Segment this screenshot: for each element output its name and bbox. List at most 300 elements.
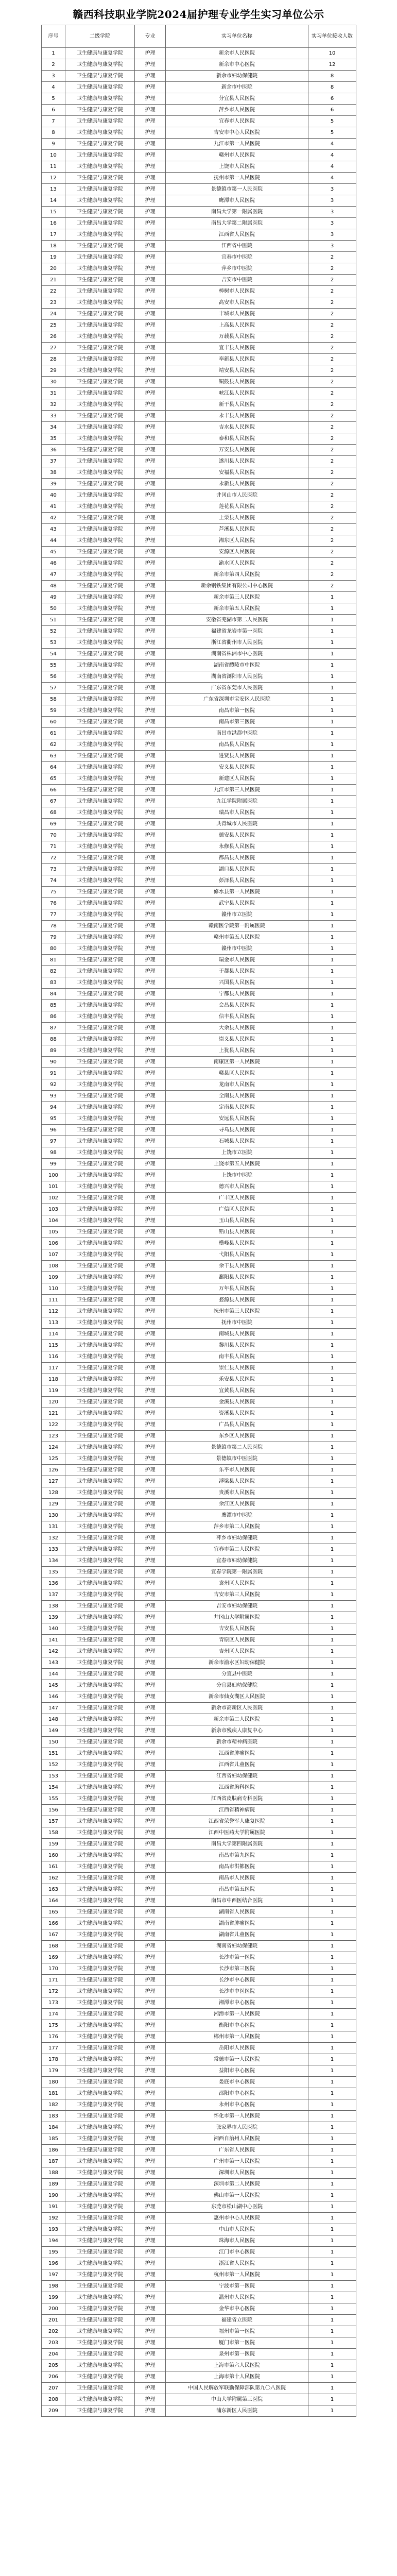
table-row: [42, 1476, 356, 1487]
row-unit: 深圳市第二人民医院: [166, 2179, 308, 2190]
row-count: 1: [308, 1023, 356, 1034]
row-major: 护理: [135, 501, 166, 513]
row-unit: 青原区人民医院: [166, 1635, 308, 1646]
row-count: 1: [308, 1510, 356, 1521]
table-row: [42, 479, 356, 490]
row-college: 卫生健康与康复学院: [65, 1873, 135, 1884]
row-major: 护理: [135, 1941, 166, 1952]
table-row: [42, 2326, 356, 2337]
row-major: 护理: [135, 1000, 166, 1011]
row-college: 卫生健康与康复学院: [65, 1691, 135, 1703]
row-index: 136: [42, 1578, 65, 1589]
row-major: 护理: [135, 535, 166, 547]
row-college: 卫生健康与康复学院: [65, 331, 135, 343]
row-major: 护理: [135, 2394, 166, 2405]
row-unit: 金华市中心医院: [166, 2303, 308, 2315]
row-count: 1: [308, 2383, 356, 2394]
row-count: 1: [308, 875, 356, 887]
row-unit: 万年县人民医院: [166, 1283, 308, 1295]
row-major: 护理: [135, 105, 166, 116]
row-count: 1: [308, 1952, 356, 1963]
row-college: 卫生健康与康复学院: [65, 1759, 135, 1771]
row-college: 卫生健康与康复学院: [65, 365, 135, 377]
row-major: 护理: [135, 2258, 166, 2269]
row-count: 6: [308, 105, 356, 116]
row-count: 1: [308, 615, 356, 626]
row-unit: 宜黄县人民医院: [166, 1385, 308, 1397]
row-count: 2: [308, 445, 356, 456]
row-count: 1: [308, 649, 356, 660]
table-row: [42, 615, 356, 626]
row-major: 护理: [135, 479, 166, 490]
table-row: [42, 2281, 356, 2292]
table-row: [42, 1306, 356, 1317]
row-major: 护理: [135, 59, 166, 71]
row-index: 134: [42, 1555, 65, 1567]
table-row: [42, 1646, 356, 1657]
row-unit: 新余市渝水区妇幼保健院: [166, 1657, 308, 1669]
table-row: [42, 218, 356, 229]
row-college: 卫生健康与康复学院: [65, 1748, 135, 1759]
row-college: 卫生健康与康复学院: [65, 592, 135, 603]
row-unit: 广东省东莞市人民医院: [166, 683, 308, 694]
row-unit: 九江市第三人民医院: [166, 785, 308, 796]
row-major: 护理: [135, 2111, 166, 2122]
row-unit: 广信区人民医院: [166, 1204, 308, 1215]
row-unit: 中山大学附属第三医院: [166, 2394, 308, 2405]
row-unit: 樟树市人民医院: [166, 286, 308, 297]
row-unit: 益阳市中心医院: [166, 2065, 308, 2077]
row-index: 131: [42, 1521, 65, 1533]
table-row: [42, 558, 356, 569]
table-row: [42, 2394, 356, 2405]
row-college: 卫生健康与康复学院: [65, 615, 135, 626]
row-index: 176: [42, 2031, 65, 2043]
row-count: 5: [308, 127, 356, 139]
row-college: 卫生健康与康复学院: [65, 2201, 135, 2213]
row-college: 卫生健康与康复学院: [65, 898, 135, 909]
row-count: 1: [308, 1748, 356, 1759]
row-college: 卫生健康与康复学院: [65, 1521, 135, 1533]
table-row: [42, 263, 356, 275]
row-index: 169: [42, 1952, 65, 1963]
row-count: 1: [308, 1329, 356, 1340]
row-index: 182: [42, 2099, 65, 2111]
row-unit: 上饶市中医院: [166, 1170, 308, 1181]
row-college: 卫生健康与康复学院: [65, 2371, 135, 2383]
row-unit: 福建省龙岩市第一医院: [166, 626, 308, 637]
row-index: 202: [42, 2326, 65, 2337]
table-row: [42, 1295, 356, 1306]
row-index: 4: [42, 82, 65, 93]
row-count: 1: [308, 853, 356, 864]
row-major: 护理: [135, 309, 166, 320]
row-major: 护理: [135, 1589, 166, 1601]
table-row: [42, 1238, 356, 1249]
row-index: 72: [42, 853, 65, 864]
row-index: 63: [42, 751, 65, 762]
table-row: [42, 717, 356, 728]
row-college: 卫生健康与康复学院: [65, 1215, 135, 1227]
row-count: 1: [308, 2337, 356, 2349]
table-row: [42, 1374, 356, 1385]
row-college: 卫生健康与康复学院: [65, 751, 135, 762]
row-index: 37: [42, 456, 65, 467]
row-index: 145: [42, 1680, 65, 1691]
row-index: 146: [42, 1691, 65, 1703]
row-major: 护理: [135, 637, 166, 649]
row-major: 护理: [135, 739, 166, 751]
row-major: 护理: [135, 1181, 166, 1193]
table-row: [42, 207, 356, 218]
row-college: 卫生健康与康复学院: [65, 1351, 135, 1363]
table-row: [42, 467, 356, 479]
row-unit: 上饶市人民医院: [166, 161, 308, 173]
row-count: 1: [308, 2156, 356, 2167]
row-index: 116: [42, 1351, 65, 1363]
table-row: [42, 2167, 356, 2179]
row-major: 护理: [135, 1714, 166, 1725]
row-unit: 南昌市第三医院: [166, 717, 308, 728]
row-major: 护理: [135, 853, 166, 864]
row-count: 1: [308, 2349, 356, 2360]
row-index: 138: [42, 1601, 65, 1612]
row-college: 卫生健康与康复学院: [65, 728, 135, 739]
row-college: 卫生健康与康复学院: [65, 569, 135, 581]
row-index: 194: [42, 2235, 65, 2247]
table-row: [42, 1045, 356, 1057]
row-unit: 新余市人民医院: [166, 48, 308, 59]
row-college: 卫生健康与康复学院: [65, 1181, 135, 1193]
row-unit: 抚州市中医院: [166, 1317, 308, 1329]
row-college: 卫生健康与康复学院: [65, 671, 135, 683]
row-major: 护理: [135, 717, 166, 728]
table-row: [42, 1147, 356, 1159]
row-college: 卫生健康与康复学院: [65, 456, 135, 467]
row-unit: 抚州市第一人民医院: [166, 173, 308, 184]
row-college: 卫生健康与康复学院: [65, 909, 135, 921]
row-major: 护理: [135, 399, 166, 411]
row-count: 1: [308, 603, 356, 615]
table-row: [42, 161, 356, 173]
table-row: [42, 1623, 356, 1635]
row-index: 209: [42, 2405, 65, 2417]
row-unit: 南昌县人民医院: [166, 739, 308, 751]
row-count: 2: [308, 331, 356, 343]
row-index: 88: [42, 1034, 65, 1045]
row-index: 164: [42, 1895, 65, 1907]
header-unit: 实习单位名称: [166, 25, 308, 48]
table-row: [42, 343, 356, 354]
row-college: 卫生健康与康复学院: [65, 229, 135, 241]
row-unit: 共青城市人民医院: [166, 819, 308, 830]
table-row: [42, 1057, 356, 1068]
row-college: 卫生健康与康复学院: [65, 1295, 135, 1306]
row-index: 101: [42, 1181, 65, 1193]
row-count: 1: [308, 898, 356, 909]
row-count: 1: [308, 1306, 356, 1317]
row-count: 2: [308, 411, 356, 422]
row-index: 54: [42, 649, 65, 660]
row-index: 90: [42, 1057, 65, 1068]
row-unit: 吉安市中心人民医院: [166, 127, 308, 139]
table-row: [42, 411, 356, 422]
row-unit: 南昌市第五医院: [166, 1884, 308, 1895]
row-count: 1: [308, 1567, 356, 1578]
row-college: 卫生健康与康复学院: [65, 445, 135, 456]
table-row: [42, 2371, 356, 2383]
row-college: 卫生健康与康复学院: [65, 1079, 135, 1091]
row-unit: 长沙市第一医院: [166, 1952, 308, 1963]
row-index: 120: [42, 1397, 65, 1408]
row-college: 卫生健康与康复学院: [65, 1159, 135, 1170]
row-unit: 浮梁县人民医院: [166, 1476, 308, 1487]
row-unit: 永丰县人民医院: [166, 411, 308, 422]
row-college: 卫生健康与康复学院: [65, 932, 135, 943]
table-row: [42, 1827, 356, 1839]
row-major: 护理: [135, 218, 166, 229]
row-count: 1: [308, 1419, 356, 1431]
row-unit: 湖南省肿瘤医院: [166, 1918, 308, 1929]
row-college: 卫生健康与康复学院: [65, 1034, 135, 1045]
row-major: 护理: [135, 275, 166, 286]
table-row: [42, 1589, 356, 1601]
row-college: 卫生健康与康复学院: [65, 1000, 135, 1011]
row-unit: 铅山县人民医院: [166, 1227, 308, 1238]
table-row: [42, 173, 356, 184]
row-index: 76: [42, 898, 65, 909]
row-count: 1: [308, 1215, 356, 1227]
row-major: 护理: [135, 1283, 166, 1295]
row-unit: 景德镇市第一人民医院: [166, 184, 308, 195]
row-count: 1: [308, 1907, 356, 1918]
row-count: 1: [308, 841, 356, 853]
row-major: 护理: [135, 1895, 166, 1907]
row-college: 卫生健康与康复学院: [65, 1657, 135, 1669]
row-count: 1: [308, 1136, 356, 1147]
table-row: [42, 2179, 356, 2190]
row-index: 45: [42, 547, 65, 558]
row-unit: 吉安县人民医院: [166, 1623, 308, 1635]
row-unit: 新余市第二人民医院: [166, 1714, 308, 1725]
row-unit: 高安市人民医院: [166, 297, 308, 309]
row-index: 163: [42, 1884, 65, 1895]
table-row: [42, 1975, 356, 1986]
row-count: 1: [308, 1465, 356, 1476]
row-unit: 张家界市人民医院: [166, 2122, 308, 2133]
row-count: 1: [308, 785, 356, 796]
row-unit: 新余市精神病医院: [166, 1737, 308, 1748]
row-major: 护理: [135, 524, 166, 535]
table-row: [42, 671, 356, 683]
row-college: 卫生健康与康复学院: [65, 2235, 135, 2247]
row-index: 44: [42, 535, 65, 547]
row-index: 89: [42, 1045, 65, 1057]
row-unit: 江西省肿瘤医院: [166, 1748, 308, 1759]
row-unit: 南昌市第一医院: [166, 705, 308, 717]
row-unit: 上栗县人民医院: [166, 513, 308, 524]
row-count: 1: [308, 1941, 356, 1952]
table-row: [42, 241, 356, 252]
row-index: 66: [42, 785, 65, 796]
row-index: 186: [42, 2145, 65, 2156]
row-college: 卫生健康与康复学院: [65, 2281, 135, 2292]
row-unit: 新余市仙女湖区人民医院: [166, 1691, 308, 1703]
table-row: [42, 1011, 356, 1023]
row-index: 195: [42, 2247, 65, 2258]
table-row: [42, 82, 356, 93]
row-index: 51: [42, 615, 65, 626]
table-row: [42, 195, 356, 207]
row-index: 43: [42, 524, 65, 535]
table-row: [42, 683, 356, 694]
row-count: 2: [308, 365, 356, 377]
row-index: 7: [42, 116, 65, 127]
row-major: 护理: [135, 1691, 166, 1703]
row-unit: 南昌市中西医结合医院: [166, 1895, 308, 1907]
row-unit: 赣州市人民医院: [166, 150, 308, 161]
row-count: 2: [308, 422, 356, 433]
row-unit: 抚州市第三人民医院: [166, 1306, 308, 1317]
table-row: [42, 2020, 356, 2031]
table-row: [42, 2303, 356, 2315]
row-college: 卫生健康与康复学院: [65, 773, 135, 785]
row-index: 117: [42, 1363, 65, 1374]
row-unit: 上犹县人民医院: [166, 1045, 308, 1057]
row-major: 护理: [135, 1476, 166, 1487]
row-count: 2: [308, 263, 356, 275]
row-index: 201: [42, 2315, 65, 2326]
row-unit: 长沙市中心医院: [166, 1975, 308, 1986]
row-college: 卫生健康与康复学院: [65, 207, 135, 218]
row-index: 149: [42, 1725, 65, 1737]
table-row: [42, 139, 356, 150]
row-college: 卫生健康与康复学院: [65, 513, 135, 524]
row-unit: 岳阳市人民医院: [166, 2043, 308, 2054]
row-count: 1: [308, 1669, 356, 1680]
row-unit: 宜春市第二人民医院: [166, 1544, 308, 1555]
row-index: 42: [42, 513, 65, 524]
table-row: [42, 660, 356, 671]
row-unit: 金溪县人民医院: [166, 1397, 308, 1408]
row-count: 1: [308, 2031, 356, 2043]
table-row: [42, 943, 356, 955]
row-college: 卫生健康与康复学院: [65, 2145, 135, 2156]
row-college: 卫生健康与康复学院: [65, 717, 135, 728]
row-college: 卫生健康与康复学院: [65, 1023, 135, 1034]
table-row: [42, 1181, 356, 1193]
table-row: [42, 275, 356, 286]
row-count: 1: [308, 2224, 356, 2235]
table-row: [42, 490, 356, 501]
row-unit: 长沙市第三医院: [166, 1963, 308, 1975]
row-unit: 江西省皮肤病专科医院: [166, 1793, 308, 1805]
row-college: 卫生健康与康复学院: [65, 1714, 135, 1725]
table-row: [42, 2360, 356, 2371]
row-major: 护理: [135, 773, 166, 785]
row-count: 1: [308, 1725, 356, 1737]
row-count: 1: [308, 1793, 356, 1805]
row-count: 1: [308, 1453, 356, 1465]
row-college: 卫生健康与康复学院: [65, 637, 135, 649]
row-major: 护理: [135, 1918, 166, 1929]
row-count: 1: [308, 1487, 356, 1499]
row-index: 140: [42, 1623, 65, 1635]
row-index: 68: [42, 807, 65, 819]
row-unit: 衡阳市中心医院: [166, 2020, 308, 2031]
table-row: [42, 569, 356, 581]
row-unit: 九江学院附属医院: [166, 796, 308, 807]
row-major: 护理: [135, 1102, 166, 1113]
row-major: 护理: [135, 513, 166, 524]
row-index: 147: [42, 1703, 65, 1714]
row-unit: 彭泽县人民医院: [166, 875, 308, 887]
row-major: 护理: [135, 127, 166, 139]
row-index: 103: [42, 1204, 65, 1215]
row-college: 卫生健康与康复学院: [65, 1997, 135, 2009]
table-row: [42, 966, 356, 977]
row-college: 卫生健康与康复学院: [65, 1136, 135, 1147]
row-count: 1: [308, 1068, 356, 1079]
table-row: [42, 830, 356, 841]
row-college: 卫生健康与康复学院: [65, 558, 135, 569]
table-row: [42, 184, 356, 195]
table-row: [42, 2054, 356, 2065]
row-college: 卫生健康与康复学院: [65, 71, 135, 82]
table-row: [42, 71, 356, 82]
row-count: 1: [308, 1703, 356, 1714]
row-index: 207: [42, 2383, 65, 2394]
row-index: 61: [42, 728, 65, 739]
row-count: 1: [308, 1397, 356, 1408]
row-unit: 南昌市人民医院: [166, 1873, 308, 1884]
row-unit: 赣州市立医院: [166, 909, 308, 921]
row-index: 46: [42, 558, 65, 569]
table-row: [42, 1805, 356, 1816]
row-count: 1: [308, 1261, 356, 1272]
row-college: 卫生健康与康复学院: [65, 1680, 135, 1691]
row-index: 32: [42, 399, 65, 411]
row-index: 178: [42, 2054, 65, 2065]
row-college: 卫生健康与康复学院: [65, 1193, 135, 1204]
table-row: [42, 1680, 356, 1691]
row-major: 护理: [135, 1147, 166, 1159]
row-count: 1: [308, 626, 356, 637]
row-college: 卫生健康与康复学院: [65, 762, 135, 773]
row-major: 护理: [135, 2133, 166, 2145]
table-row: [42, 1918, 356, 1929]
row-major: 护理: [135, 1170, 166, 1181]
table-row: [42, 456, 356, 467]
row-major: 护理: [135, 1453, 166, 1465]
row-index: 159: [42, 1839, 65, 1850]
row-count: 3: [308, 195, 356, 207]
row-college: 卫生健康与康复学院: [65, 433, 135, 445]
row-unit: 兴国县人民医院: [166, 977, 308, 989]
row-count: 1: [308, 1102, 356, 1113]
row-major: 护理: [135, 411, 166, 422]
row-college: 卫生健康与康复学院: [65, 2383, 135, 2394]
row-count: 4: [308, 161, 356, 173]
row-college: 卫生健康与康复学院: [65, 411, 135, 422]
table-row: [42, 501, 356, 513]
row-college: 卫生健康与康复学院: [65, 2258, 135, 2269]
row-major: 护理: [135, 71, 166, 82]
row-index: 185: [42, 2133, 65, 2145]
table-row: [42, 1748, 356, 1759]
row-index: 127: [42, 1476, 65, 1487]
row-college: 卫生健康与康复学院: [65, 2292, 135, 2303]
